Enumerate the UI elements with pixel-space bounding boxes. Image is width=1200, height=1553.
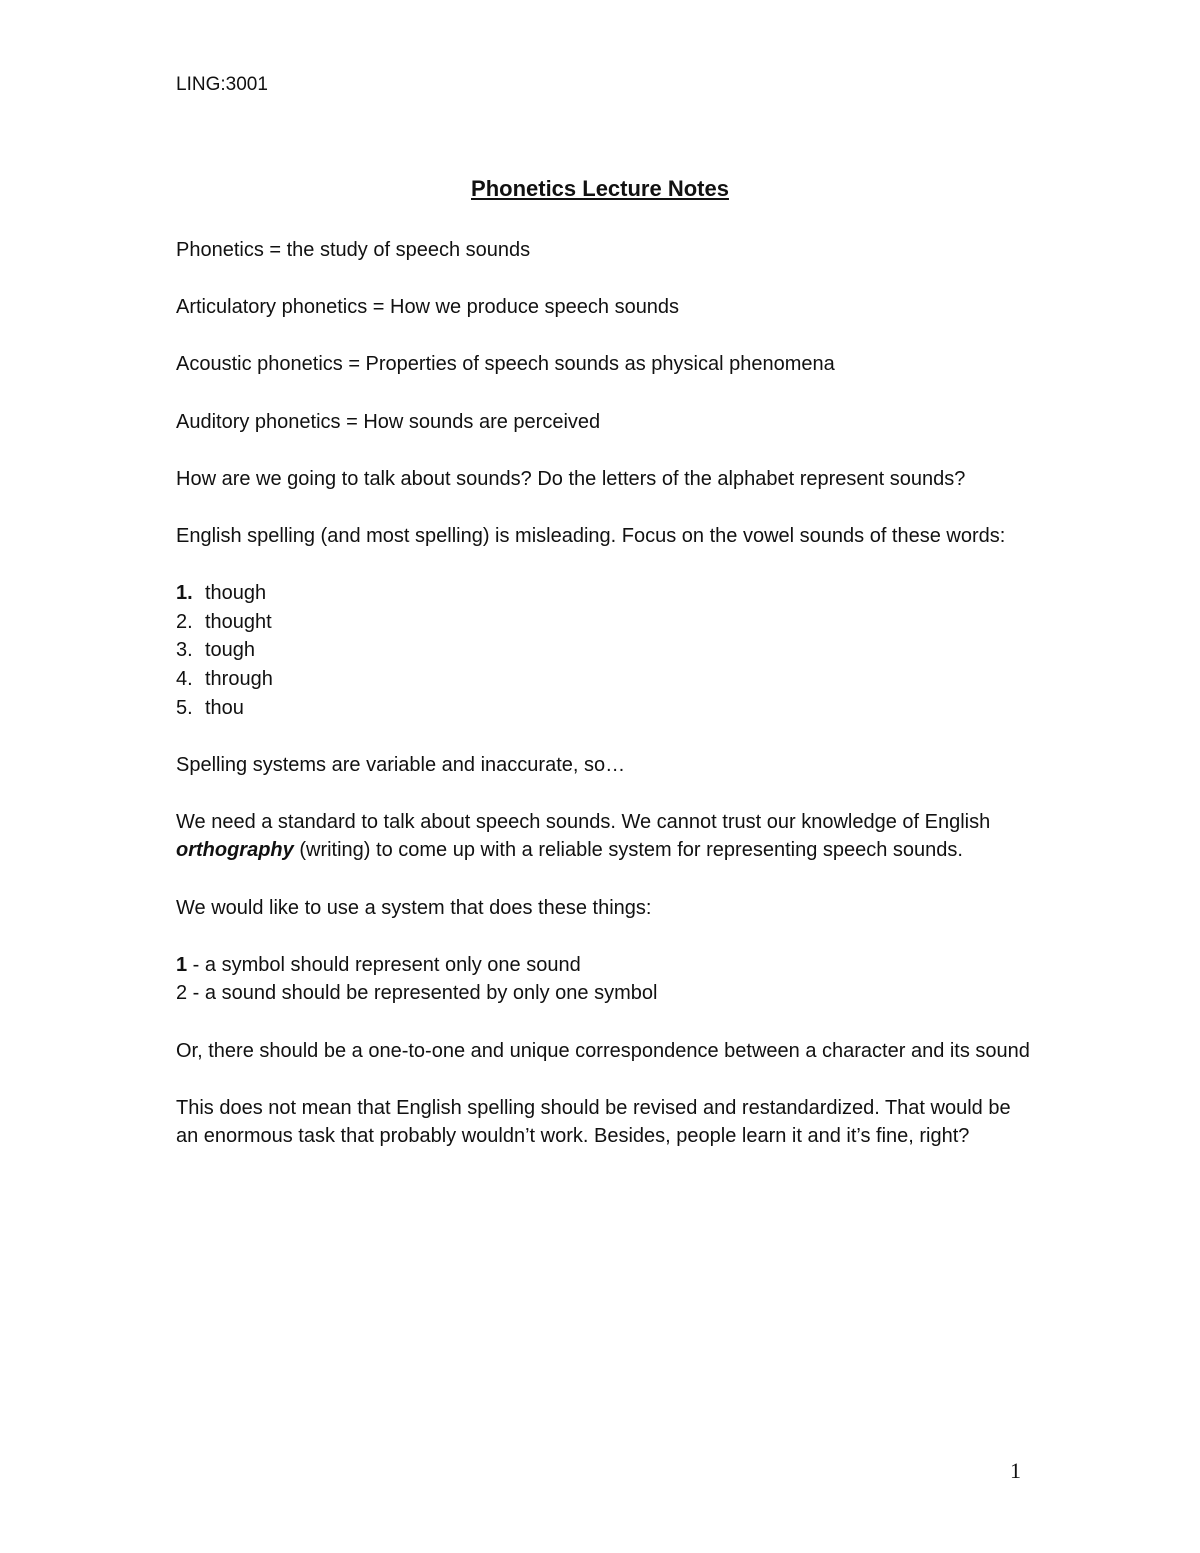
list-item: [176, 636, 1036, 665]
spelling-conclusion-paragraph: Spelling systems are variable and inaccurate, so…: [176, 753, 626, 776]
standard-text-after: (writing) to come up with a reliable system for representing speech sounds.: [293, 839, 963, 862]
course-header: LING:3001: [176, 74, 268, 95]
rules-list: [176, 951, 1036, 1008]
rule-text: - a symbol should represent only one sound: [187, 953, 581, 976]
list-number: 3.: [176, 639, 193, 662]
list-word: thou: [205, 696, 244, 719]
list-word: through: [205, 667, 273, 690]
definition-phonetics: Phonetics = the study of speech sounds: [176, 239, 531, 261]
question-paragraph: How are we going to talk about sounds? Do the letters of the alphabet represent sounds?: [176, 467, 966, 490]
page-number: 1: [1010, 1458, 1021, 1483]
page-title: Phonetics Lecture Notes: [471, 176, 729, 201]
list-number: 5.: [176, 696, 193, 719]
rule-item: [176, 979, 1036, 1008]
spelling-intro-paragraph: English spelling (and most spelling) is misleading. Focus on the vowel sounds of these words:: [176, 524, 1006, 547]
list-number: 1.: [176, 582, 193, 605]
system-intro-paragraph: We would like to use a system that does these things:: [176, 896, 652, 919]
correspondence-paragraph: Or, there should be a one-to-one and unique correspondence between a character and its sound: [176, 1039, 1030, 1062]
list-word: thought: [205, 610, 272, 633]
list-word: though: [205, 582, 267, 605]
standard-text-before: We need a standard to talk about speech sounds. We cannot trust our knowledge of English: [176, 810, 991, 833]
lecture-content: [176, 236, 1036, 1180]
rule-item: [176, 951, 1036, 980]
list-item: [176, 579, 1036, 608]
rule-text: - a sound should be represented by only one symbol: [187, 982, 658, 1005]
word-list: [176, 579, 1036, 722]
list-item: [176, 608, 1036, 637]
rule-number: 2: [176, 982, 188, 1005]
definition-articulatory: Articulatory phonetics = How we produce speech sounds: [176, 296, 680, 319]
closing-paragraph: This does not mean that English spelling should be revised and restandardized. That would be an enormous task that probably wouldn’t work. Besides, people learn it and it’s fine, right?: [176, 1096, 1011, 1148]
list-item: [176, 665, 1036, 694]
list-number: 4.: [176, 667, 193, 690]
definition-acoustic: Acoustic phonetics = Properties of speech sounds as physical phenomena: [176, 353, 835, 376]
list-item: [176, 694, 1036, 723]
orthography-term: orthography: [176, 839, 294, 862]
rule-number: 1: [176, 953, 188, 976]
list-word: tough: [205, 639, 256, 662]
definition-auditory: Auditory phonetics = How sounds are perceived: [176, 410, 601, 433]
list-number: 2.: [176, 610, 193, 633]
standard-paragraph: [176, 808, 1036, 865]
